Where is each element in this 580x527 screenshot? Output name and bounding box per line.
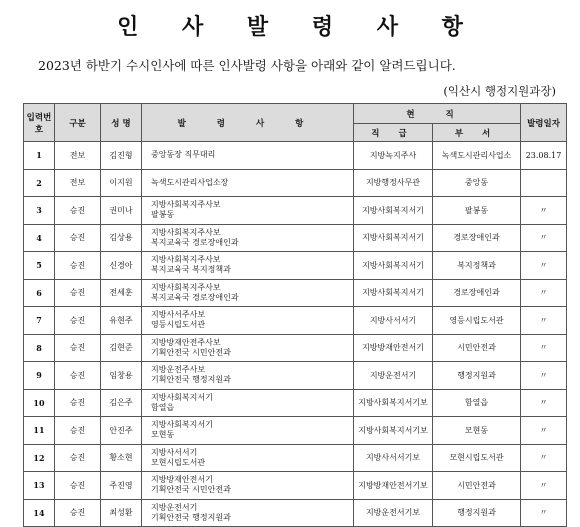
header-num: 입력번호 [24,104,55,142]
cell-dept: 모현동 [433,417,521,445]
cell-num: 14 [24,499,55,527]
cell-rank: 지방사회복지서기 [354,279,433,307]
cell-dept: 경로장애인과 [433,279,521,307]
cell-rank: 지방방재안전서기보 [354,472,433,500]
order-line: 지방사회복지주사보 [151,255,221,265]
cell-rank: 지방방재안전서기 [354,334,433,362]
order-line: 지방사회복지주사보 [151,282,221,292]
cell-rank: 지방운전서기 [354,362,433,390]
cell-dept: 팔봉동 [433,197,521,225]
header-order: 발 령 사 항 [142,104,354,142]
cell-order [142,279,354,307]
cell-date: 〃 [521,279,567,307]
cell-type: 승진 [55,389,101,417]
cell-order [142,472,354,500]
table-row [24,142,567,170]
cell-name: 김상용 [101,224,142,252]
table-row [24,279,567,307]
cell-num: 7 [24,307,55,335]
order-line: 기획안전국 시민안전과 [151,485,231,495]
cell-num: 8 [24,334,55,362]
cell-num: 9 [24,362,55,390]
cell-dept: 행정지원과 [433,499,521,527]
cell-rank: 지방사회복지서기보 [354,417,433,445]
cell-date: 〃 [521,197,567,225]
cell-name: 신경아 [101,252,142,280]
cell-name: 주진영 [101,472,142,500]
cell-num: 13 [24,472,55,500]
cell-date: 〃 [521,252,567,280]
table-row [24,169,567,197]
header-name: 성 명 [101,104,142,142]
cell-type: 승진 [55,279,101,307]
order-line: 지방사서주사보 [151,310,206,320]
cell-rank: 지방행정사무관 [354,169,433,197]
cell-dept: 녹색도시관리사업소 [433,142,521,170]
order-line: 복지교육국 경로장애인과 [151,292,239,302]
cell-date: 〃 [521,472,567,500]
order-line: 팔봉동 [151,210,175,220]
cell-num: 2 [24,169,55,197]
order-line: 기획안전국 행정지원과 [151,375,231,385]
header-rank: 직 급 [354,124,433,142]
header-date: 발령일자 [521,104,567,142]
cell-name: 유현주 [101,307,142,335]
cell-num: 11 [24,417,55,445]
cell-type: 승진 [55,307,101,335]
table-row [24,444,567,472]
order-line: 모현동 [151,430,175,440]
table-row [24,362,567,390]
cell-name: 김현준 [101,334,142,362]
cell-dept: 복지정책과 [433,252,521,280]
order-line: 지방사서서기 [151,447,198,457]
cell-type: 승진 [55,417,101,445]
cell-num: 5 [24,252,55,280]
cell-order [142,334,354,362]
cell-order [142,142,354,170]
table-row [24,197,567,225]
cell-name: 전세훈 [101,279,142,307]
cell-rank: 지방사회복지서기 [354,252,433,280]
order-line: 지방운전주사보 [151,365,206,375]
cell-order [142,307,354,335]
cell-rank: 지방녹지주사 [354,142,433,170]
table-row [24,499,567,527]
table-row [24,389,567,417]
cell-order [142,362,354,390]
cell-date: 〃 [521,389,567,417]
order-line: 복지교육국 복지정책과 [151,265,231,275]
cell-dept: 영등시립도서관 [433,307,521,335]
order-line: 함열읍 [151,402,175,412]
cell-dept: 모현시립도서관 [433,444,521,472]
cell-rank: 지방사회복지서기 [354,197,433,225]
cell-order [142,252,354,280]
cell-date: 〃 [521,334,567,362]
table-row [24,307,567,335]
cell-num: 6 [24,279,55,307]
order-line: 지방운전서기 [151,502,198,512]
cell-dept: 시민안전과 [433,334,521,362]
order-line: 기획안전국 시민안전과 [151,347,231,357]
cell-name: 이지원 [101,169,142,197]
cell-date: 〃 [521,417,567,445]
cell-rank: 지방운전서기보 [354,499,433,527]
cell-name: 권미나 [101,197,142,225]
order-line: 기획안전국 행정지원과 [151,512,231,522]
cell-type: 승진 [55,472,101,500]
table-row [24,224,567,252]
order-line: 지방사회복지주사보 [151,200,221,210]
cell-type: 승진 [55,334,101,362]
cell-num: 1 [24,142,55,170]
order-line: 지방사회복지주사보 [151,227,221,237]
cell-date: 〃 [521,499,567,527]
cell-num: 10 [24,389,55,417]
order-line: 지방사회복지서기 [151,420,213,430]
order-line: 모현시립도서관 [151,457,206,467]
table-row [24,472,567,500]
order-line: 중앙동장 직무대리 [151,150,216,160]
cell-dept: 중앙동 [433,169,521,197]
cell-type: 전보 [55,142,101,170]
cell-date: 〃 [521,444,567,472]
cell-dept: 시민안전과 [433,472,521,500]
table-row [24,334,567,362]
order-line: 지방방재안전서기 [151,475,213,485]
cell-date: 〃 [521,224,567,252]
cell-type: 승진 [55,252,101,280]
cell-name: 임창용 [101,362,142,390]
cell-num: 3 [24,197,55,225]
order-line: 지방방재안전주사보 [151,337,221,347]
issuer-label: (익산시 행정지원과장) [443,84,556,98]
cell-type: 전보 [55,169,101,197]
cell-rank: 지방사서서기보 [354,444,433,472]
cell-date: 〃 [521,307,567,335]
table-row [24,252,567,280]
cell-dept: 함열읍 [433,389,521,417]
cell-order [142,169,354,197]
header-type: 구분 [55,104,101,142]
cell-rank: 지방사회복지서기 [354,224,433,252]
cell-name: 안진주 [101,417,142,445]
cell-type: 승진 [55,499,101,527]
cell-type: 승진 [55,224,101,252]
cell-type: 승진 [55,444,101,472]
cell-order [142,417,354,445]
cell-name: 최성환 [101,499,142,527]
order-line: 녹색도시관리사업소장 [151,177,229,187]
page-title: 인 사 발 령 사 항 [117,14,481,40]
cell-order [142,197,354,225]
cell-order [142,389,354,417]
cell-dept: 경로장애인과 [433,224,521,252]
cell-name: 황소현 [101,444,142,472]
order-line: 영등시립도서관 [151,320,206,330]
cell-order [142,224,354,252]
cell-name: 김은주 [101,389,142,417]
cell-date: 〃 [521,362,567,390]
header-dept: 부 서 [433,124,521,142]
cell-num: 4 [24,224,55,252]
cell-type: 승진 [55,197,101,225]
appointment-table [23,103,567,527]
header-current: 현 직 [354,104,521,124]
order-line: 복지교육국 경로장애인과 [151,237,239,247]
cell-date [521,169,567,197]
order-line: 지방사회복지서기 [151,392,213,402]
cell-order [142,499,354,527]
cell-order [142,444,354,472]
cell-num: 12 [24,444,55,472]
table-row [24,417,567,445]
cell-type: 승진 [55,362,101,390]
cell-name: 김진형 [101,142,142,170]
cell-dept: 행정지원과 [433,362,521,390]
cell-date: 23.08.17 [521,142,567,170]
intro-text: 2023년 하반기 수시인사에 따른 인사발령 사항을 아래와 같이 알려드립니다. [38,58,456,73]
cell-rank: 지방사회복지서기보 [354,389,433,417]
cell-rank: 지방사서서기 [354,307,433,335]
